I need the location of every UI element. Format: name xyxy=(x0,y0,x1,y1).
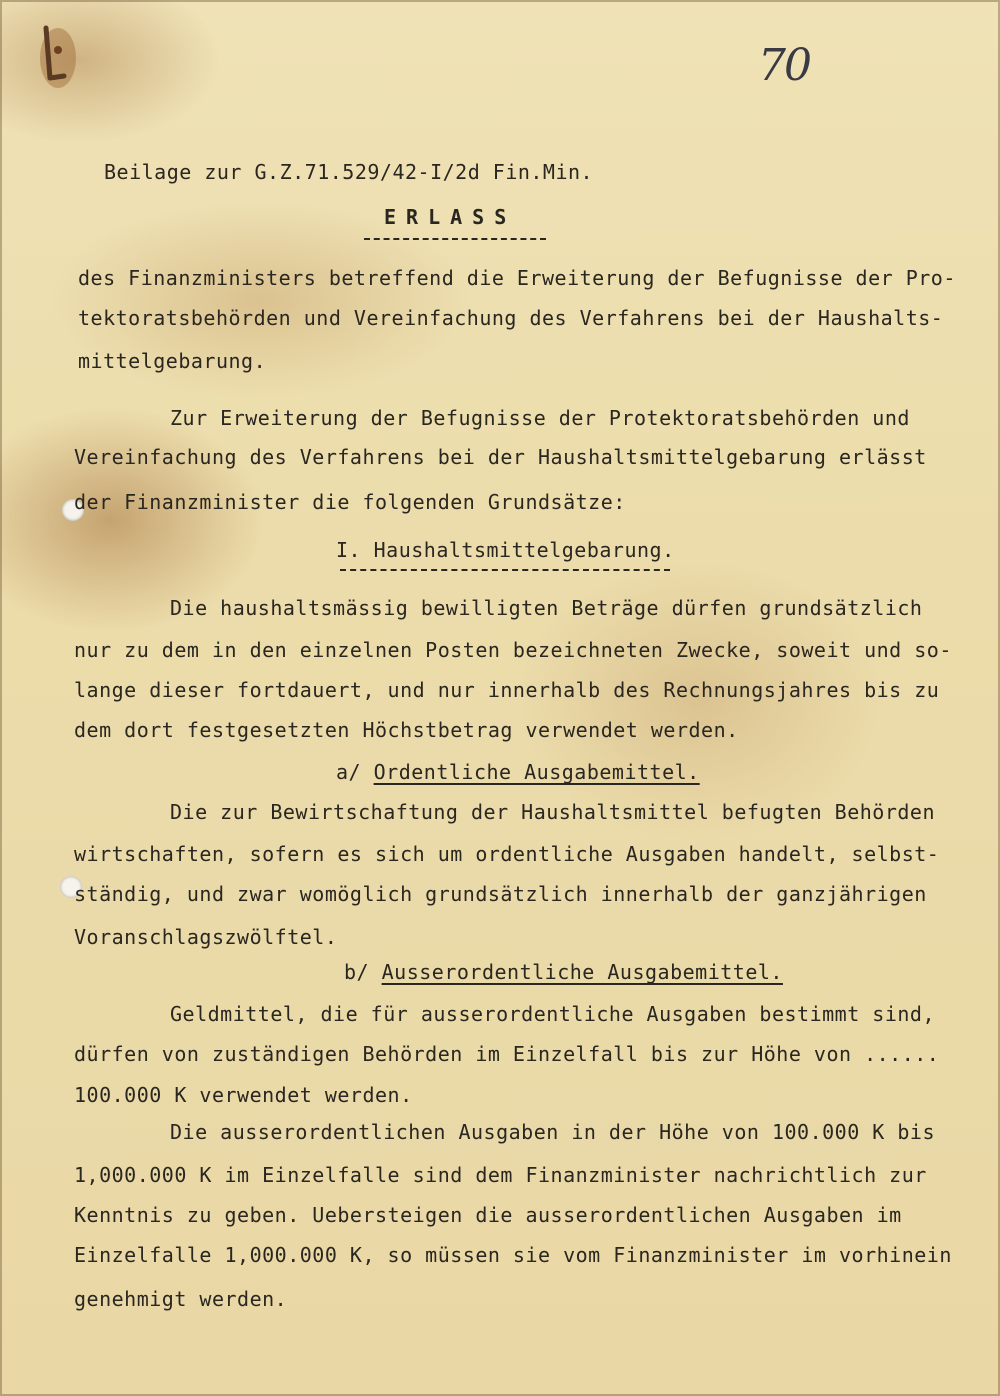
section-title-underline xyxy=(340,569,670,571)
subsection-title: Ordentliche Ausgabemittel. xyxy=(373,760,700,784)
page-number: 70 xyxy=(758,40,810,91)
paragraph-line: Geldmittel, die für ausserordentliche Ausgaben bestimmt sind, xyxy=(170,1002,936,1026)
paragraph-line: dem dort festgesetzten Höchstbetrag verwendet werden. xyxy=(74,718,739,742)
subsection-prefix: b/ xyxy=(344,960,382,984)
paragraph-line: Voranschlagszwölftel. xyxy=(74,925,338,949)
heading-underline xyxy=(364,238,546,240)
preamble-line: Vereinfachung des Verfahrens bei der Haushaltsmittelgebarung erlässt xyxy=(74,445,927,469)
document-heading: ERLASS xyxy=(384,205,517,229)
paragraph-line: dürfen von zuständigen Behörden im Einzelfall bis zur Höhe von ...... xyxy=(74,1042,940,1066)
paragraph-line: 1,000.000 K im Einzelfalle sind dem Finanzminister nachrichtlich zur xyxy=(74,1163,927,1187)
intro-line: mittelgebarung. xyxy=(78,349,267,373)
subsection-heading xyxy=(344,960,783,984)
subsection-heading xyxy=(336,760,700,784)
paragraph-line: Die ausserordentlichen Ausgaben in der Höhe von 100.000 K bis xyxy=(170,1120,936,1144)
staple-icon xyxy=(36,20,76,90)
reference-line: Beilage zur G.Z.71.529/42-I/2d Fin.Min. xyxy=(104,160,594,184)
section-title: I. Haushaltsmittelgebarung. xyxy=(336,538,675,562)
paragraph-line: genehmigt werden. xyxy=(74,1287,288,1311)
paragraph-line: ständig, und zwar womöglich grundsätzlich innerhalb der ganzjährigen xyxy=(74,882,927,906)
paragraph-line: Die haushaltsmässig bewilligten Beträge dürfen grundsätzlich xyxy=(170,596,923,620)
preamble-line: der Finanzminister die folgenden Grundsätze: xyxy=(74,490,626,514)
intro-line: tektoratsbehörden und Vereinfachung des Verfahrens bei der Haushalts- xyxy=(78,306,944,330)
preamble-line: Zur Erweiterung der Befugnisse der Protektoratsbehörden und xyxy=(170,406,910,430)
paragraph-line: 100.000 K verwendet werden. xyxy=(74,1083,413,1107)
subsection-prefix: a/ xyxy=(336,760,374,784)
paragraph-line: nur zu dem in den einzelnen Posten bezeichneten Zwecke, soweit und so- xyxy=(74,638,952,662)
paragraph-line: Kenntnis zu geben. Uebersteigen die ausserordentlichen Ausgaben im xyxy=(74,1203,902,1227)
paragraph-line: Einzelfalle 1,000.000 K, so müssen sie vom Finanzminister im vorhinein xyxy=(74,1243,952,1267)
paragraph-line: lange dieser fortdauert, und nur innerhalb des Rechnungsjahres bis zu xyxy=(74,678,940,702)
intro-line: des Finanzministers betreffend die Erweiterung der Befugnisse der Pro- xyxy=(78,266,956,290)
subsection-title: Ausserordentliche Ausgabemittel. xyxy=(381,960,783,984)
paragraph-line: wirtschaften, sofern es sich um ordentliche Ausgaben handelt, selbst- xyxy=(74,842,940,866)
paragraph-line: Die zur Bewirtschaftung der Haushaltsmittel befugten Behörden xyxy=(170,800,936,824)
